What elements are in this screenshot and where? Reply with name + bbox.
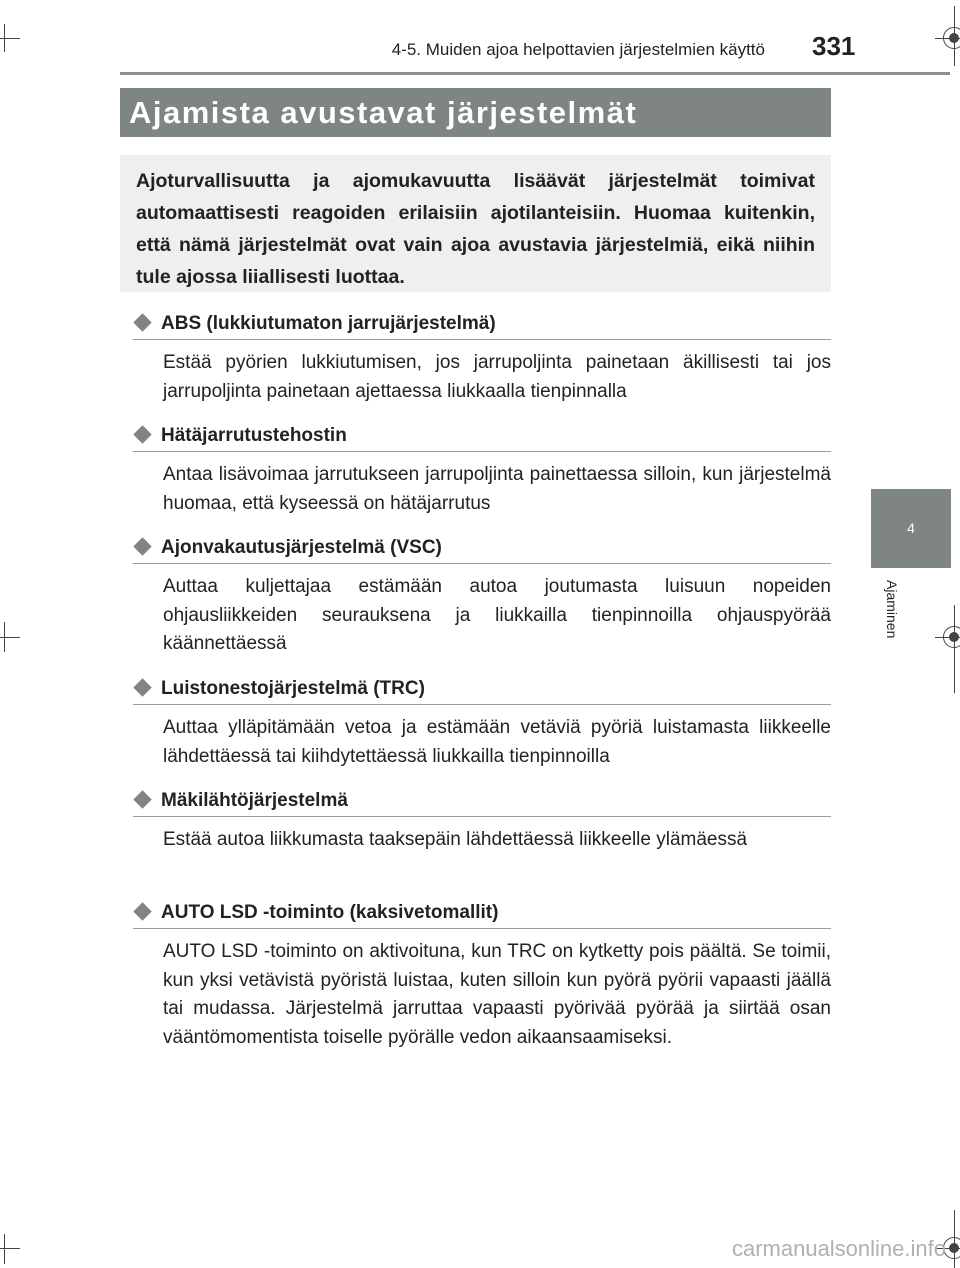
section-vsc [133, 533, 831, 659]
section-title-text: ABS (lukkiutumaton jarrujärjestelmä) [161, 313, 496, 334]
intro-text: Ajoturvallisuutta ja ajomukavuutta lisäävät järjestelmät toimivat automaattisesti reagoiden erilaisiin ajotilanteisiin. Huomaa kuitenkin, että nämä järjestelmät ovat vain ajoa avustavia järjestelmiä, eikä niihin tule ajossa liiallisesti luottaa. [136, 170, 815, 288]
section-body: Auttaa kuljettajaa estämään autoa joutumasta luisuun nopeiden ohjausliikkeiden seurauksena ja liukkailla tienpinnoilla ohjauspyörää käännettäessä [163, 576, 831, 654]
diamond-bullet-icon [133, 313, 151, 331]
section-body: Estää autoa liikkumasta taaksepäin lähdettäessä liikkeelle ylämäessä [163, 829, 748, 850]
watermark-logo: carmanualsonline.info [731, 1236, 946, 1261]
section-title [133, 421, 831, 452]
section-title-text: Luistonestojärjestelmä (TRC) [161, 678, 425, 699]
section-title [133, 533, 831, 564]
side-tab-number: 4 [907, 520, 915, 536]
section-auto-lsd [133, 898, 831, 1052]
side-tab-label: Ajaminen [884, 580, 900, 639]
page-number: 331 [812, 31, 856, 61]
section-title-text: Ajonvakautusjärjestelmä (VSC) [161, 537, 442, 558]
page-title: Ajamista avustavat järjestelmät [120, 88, 831, 137]
section-title [133, 674, 831, 705]
section-body: Estää pyörien lukkiutumisen, jos jarrupoljinta painetaan äkillisesti tai jos jarrupoljinta painetaan ajettaessa liukkaalla tienpinnalla [163, 352, 831, 402]
section-hill-start [133, 786, 831, 855]
diamond-bullet-icon [133, 425, 151, 443]
diamond-bullet-icon [133, 678, 151, 696]
section-body: AUTO LSD -toiminto on aktivoituna, kun TRC on kytketty pois päältä. Se toimii, kun yksi vetävistä pyöristä luistaa, kuten silloin kun pyörä pyörii vapaasti jäällä tai mudassa. Järjestelmä jarruttaa vapaasti pyörivää pyörää ja siirtää osan vääntömomentista toiselle pyörälle vedon aikaansaamiseksi. [163, 941, 831, 1048]
section-trc [133, 674, 831, 771]
intro-box [120, 155, 831, 292]
header-rule [120, 72, 950, 75]
diamond-bullet-icon [133, 790, 151, 808]
chapter-header: 4-5. Muiden ajoa helpottavien järjestelmien käyttö [391, 40, 765, 59]
diamond-bullet-icon [133, 902, 151, 920]
section-body: Antaa lisävoimaa jarrutukseen jarrupoljinta painettaessa silloin, kun järjestelmä huomaa, että kyseessä on hätäjarrutus [163, 464, 831, 514]
section-title-text: AUTO LSD -toiminto (kaksivetomallit) [161, 902, 499, 923]
section-title [133, 309, 831, 340]
section-body: Auttaa ylläpitämään vetoa ja estämään vetäviä pyöriä luistamasta liikkeelle lähdettäessä tai kiihdytettäessä liukkailla tienpinnoilla [163, 717, 831, 767]
diamond-bullet-icon [133, 537, 151, 555]
section-title [133, 898, 831, 929]
section-title-text: Mäkilähtöjärjestelmä [161, 790, 348, 811]
section-title-text: Hätäjarrutustehostin [161, 425, 347, 446]
section-title [133, 786, 831, 817]
section-abs [133, 309, 831, 406]
side-tab [871, 489, 951, 568]
section-brake-assist [133, 421, 831, 518]
